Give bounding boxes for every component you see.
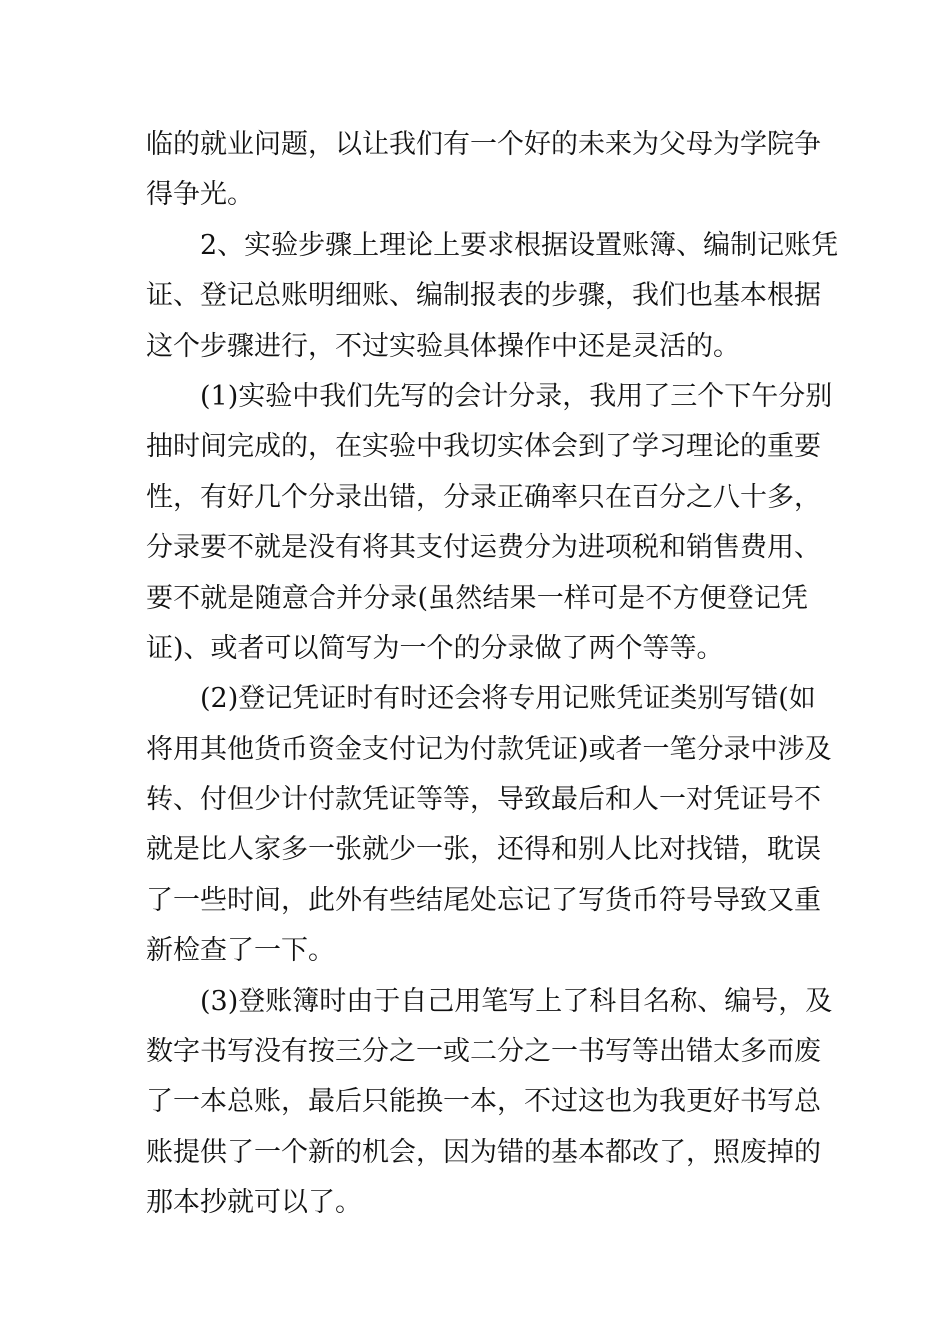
text-line: 抽时间完成的，在实验中我切实体会到了学习理论的重要 xyxy=(146,431,821,463)
text-line: 了一本总账，最后只能换一本，不过这也为我更好书写总 xyxy=(146,1086,821,1118)
text-line: (2)登记凭证时有时还会将专用记账凭证类别写错(如 xyxy=(200,683,816,715)
paragraph-2 xyxy=(146,221,839,372)
text-line: (1)实验中我们先写的会计分录，我用了三个下午分别 xyxy=(200,380,833,412)
text-line: 临的就业问题，以让我们有一个好的未来为父母为学院争 xyxy=(146,129,821,160)
text-line: 得争光。 xyxy=(146,179,254,211)
paragraph-3 xyxy=(146,372,833,674)
text-line: 证)、或者可以简写为一个的分录做了两个等等。 xyxy=(146,632,724,664)
text-line: 2、实验步骤上理论上要求根据设置账簿、编制记账凭 xyxy=(200,229,839,261)
text-line: (3)登账簿时由于自己用笔写上了科目名称、编号，及 xyxy=(200,985,833,1017)
paragraph-4 xyxy=(146,674,832,976)
text-line: 了一些时间，此外有些结尾处忘记了写货币符号导致又重 xyxy=(146,884,821,916)
text-line: 新检查了一下。 xyxy=(146,935,335,967)
text-line: 分录要不就是没有将其支付运费分为进项税和销售费用、 xyxy=(146,532,821,564)
text-line: 证、登记总账明细账、编制报表的步骤，我们也基本根据 xyxy=(146,280,821,312)
text-line: 要不就是随意合并分录(虽然结果一样可是不方便登记凭 xyxy=(146,582,808,614)
text-line: 转、付但少计付款凭证等等，导致最后和人一对凭证号不 xyxy=(146,784,821,816)
text-line: 这个步骤进行，不过实验具体操作中还是灵活的。 xyxy=(146,330,740,362)
text-line: 将用其他货币资金支付记为付款凭证)或者一笔分录中涉及 xyxy=(146,733,832,765)
text-line: 那本抄就可以了。 xyxy=(146,1187,362,1219)
document-body xyxy=(146,120,839,1229)
text-line: 数字书写没有按三分之一或二分之一书写等出错太多而废 xyxy=(146,1036,821,1068)
text-line: 性，有好几个分录出错，分录正确率只在百分之八十多， xyxy=(146,481,821,513)
paragraph-5 xyxy=(146,977,833,1229)
text-line: 账提供了一个新的机会，因为错的基本都改了，照废掉的 xyxy=(146,1136,821,1168)
text-line: 就是比人家多一张就少一张，还得和别人比对找错，耽误 xyxy=(146,834,821,866)
paragraph-1 xyxy=(146,120,821,221)
